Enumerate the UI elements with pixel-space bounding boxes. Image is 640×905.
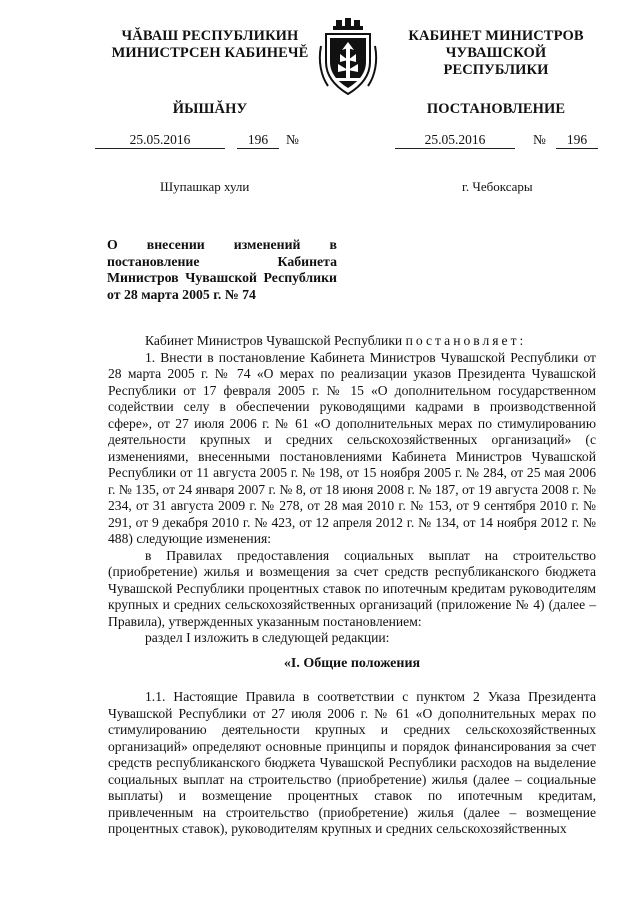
paragraph-4: 1.1. Настоящие Правила в соответствии с пунктом 2 Указа Президента Чувашской Республики от 27 июля 2006 г. № 61 «О дополнительных мерах по стимулированию деятельности крупных и средних сельскохозяйственных организаций» определяют основные принципы и порядок финансирования за счет средств республиканского бюджета Чувашской Республики расходов на выделение социальных выплат на строительство (приобретение) жилья (далее – социальные выплаты) и возмещение процентных ставок по ипотечным кредитам, привлеченным на строительство (приобретение) жилья (далее – возмещение процентных ставок), руководителям крупных и средних сельскохозяйственных	[108, 689, 596, 836]
left-number-sign: №	[286, 132, 299, 147]
header-right	[392, 28, 600, 79]
document-body	[108, 333, 596, 647]
chuvash-coat-of-arms-icon	[318, 16, 378, 98]
paragraph-1: 1. Внести в постановление Кабинета Министров Чувашской Республики от 28 марта 2005 г. № 74 «О мерах по реализации указов Президента Чувашской Республики от 17 февраля 2005 г. № 15 «О дополнительном государственном содействии селу в обеспечении руководящими кадрами в производственной сфере», от 27 июля 2006 г. № 61 «О дополнительных мерах по стимулированию деятельности крупных и средних сельскохозяйственных организаций» (с изменениями, внесенными постановлениями Кабинета Министров Чувашской Республики от 11 августа 2005 г. № 198, от 15 ноября 2005 г. № 284, от 25 мая 2006 г. № 135, от 24 января 2007 г. № 8, от 18 июня 2008 г. № 187, от 19 августа 2008 г. № 234, от 31 августа 2009 г. № 278, от 28 мая 2010 г. № 153, от 9 сентября 2010 г. № 291, от 9 декабря 2010 г. № 423, от 12 апреля 2012 г. № 134, от 14 ноября 2012 г. № 488) следующие изменения:	[108, 349, 596, 546]
paragraph-3: раздел I изложить в следующей редакции:	[145, 630, 390, 645]
intro-paragraph	[108, 333, 596, 350]
paragraph-2: в Правилах предоставления социальных выплат на строительство (приобретение) жилья и возмещения за счет средств республиканского бюджета Чувашской Республики процентных ставок по ипотечным кредитам руководителям крупных и средних сельскохозяйственных организаций (приложение № 4) (далее – Правила), утвержденных указанным постановлением:	[108, 547, 596, 629]
header-left	[95, 28, 325, 62]
header-left-doctype: ЙЫШĂНУ	[172, 101, 248, 117]
section-heading: «I. Общие положения	[283, 656, 421, 671]
right-number-field: 196	[556, 132, 598, 149]
intro-spaced-verb: постановляет:	[405, 333, 527, 348]
intro-text: Кабинет Министров Чувашской Республики	[145, 333, 406, 348]
header-left-line1: ЧĂВАШ РЕСПУБЛИКИН	[121, 28, 299, 44]
right-number-sign: №	[533, 132, 546, 147]
header-right-line1: КАБИНЕТ МИНИСТРОВ	[408, 28, 584, 44]
document-title: О внесении изменений в постановление Кабинета Министров Чувашской Республики от 28 марта 2005 г. № 74	[107, 237, 337, 302]
city-left: Шупашкар хули	[160, 179, 250, 194]
left-number-field: 196	[237, 132, 279, 149]
document-body-continued	[108, 689, 596, 838]
city-right: г. Чебоксары	[462, 179, 533, 194]
header-right-doctype: ПОСТАНОВЛЕНИЕ	[426, 101, 566, 117]
header-right-line2: ЧУВАШСКОЙ РЕСПУБЛИКИ	[443, 45, 549, 78]
numbering-row	[0, 132, 640, 148]
header-left-line2: МИНИСТРСЕН КАБИНЕЧĔ	[111, 45, 309, 61]
right-date-field: 25.05.2016	[395, 132, 515, 149]
left-date-field: 25.05.2016	[95, 132, 225, 149]
